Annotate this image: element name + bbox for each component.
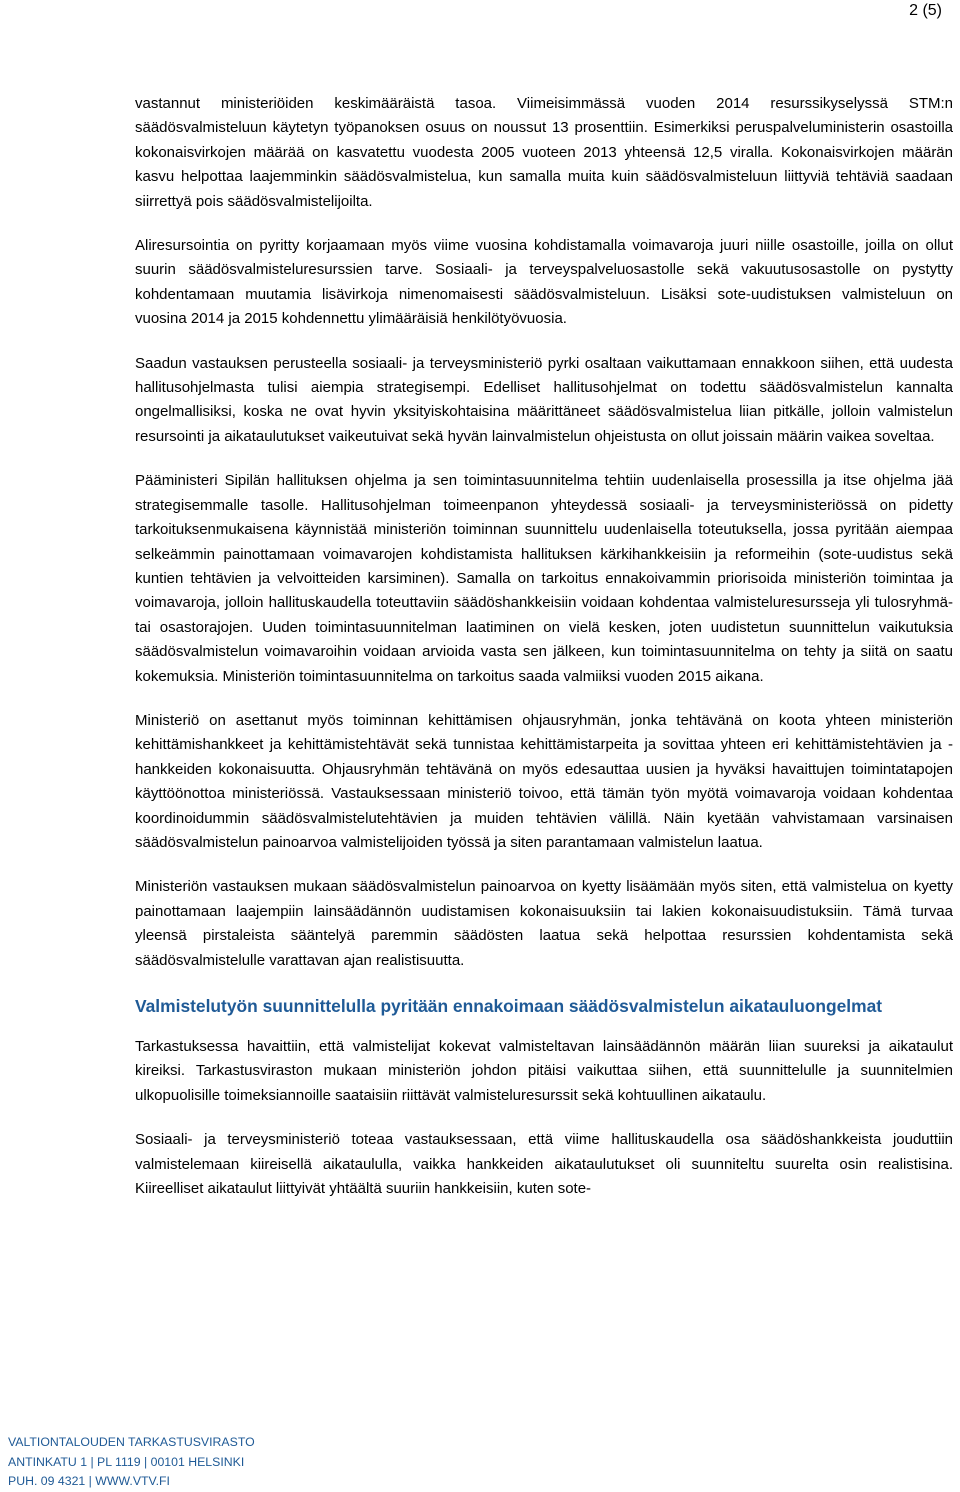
document-body xyxy=(135,92,953,1221)
footer-address: ANTINKATU 1 | PL 1119 | 00101 HELSINKI xyxy=(8,1454,245,1469)
paragraph: Ministeriö on asettanut myös toiminnan kehittämisen ohjausryhmän, jonka tehtävänä on koota yhteen ministeriön kehittämishankkeet ja kehittämistehtävät sekä tunnistaa kehittämistarpeita ja sovittaa yhteen eri kehittämistehtävien ja -hankkeiden kokonaisuutta. Ohjausryhmän tehtävänä on myös edesauttaa uusien ja hyväksi havaittujen toimintatapojen käyttöönottoa ministeriössä. Vastauksessaan ministeriö toivoo, että tämän työn myötä voimavaroja voidaan kohdentaa koordinoidummin säädösvalmistelutehtävien ja muiden tehtävien välillä. Näin kyetään vahvistamaan varsinaisen säädösvalmistelun painoarvoa valmistelijoiden työssä ja siten parantamaan valmistelun laatua. xyxy=(135,711,953,851)
footer-contact: PUH. 09 4321 | WWW.VTV.FI xyxy=(8,1474,170,1488)
paragraph: Tarkastuksessa havaittiin, että valmistelijat kokevat valmisteltavan lainsäädännön määrän liian suureksi ja aikataulut kireiksi. Tarkastusviraston mukaan ministeriön johdon pitäisi vaikuttaa siihen, että suunnittelulle ja suunnitelmien ulkopuolisille toimeksiannoille saataisiin riittävät valmisteluresurssit sekä kohtuullinen aikataulu. xyxy=(135,1038,953,1104)
paragraph: Sosiaali- ja terveysministeriö toteaa vastauksessaan, että viime hallituskaudella osa säädöshankkeista jouduttiin valmistelemaan kiireisellä aikataululla, vaikka hankkeiden aikataulutukset oli suunniteltu suurelta osin realistisina. Kiireelliset aikataulut liittyivät yhtäältä suuriin hankkeisiin, kuten sote- xyxy=(135,1131,953,1198)
paragraph: Aliresursointia on pyritty korjaamaan myös viime vuosina kohdistamalla voimavaroja juuri niille osastoille, joilla on ollut suurin säädösvalmisteluresurssien tarve. Sosiaali- ja terveyspalveluosastolle sekä vakuutusosastolle on pystytty kohdentamaan muutamia lisävirkoja nimenomaisesti säädösvalmisteluun. Lisäksi sote-uudistuksen valmisteluun on vuosina 2014 ja 2015 kohdennettu ylimääräisiä henkilötyövuosia. xyxy=(135,237,953,328)
footer-org: VALTIONTALOUDEN TARKASTUSVIRASTO xyxy=(8,1435,255,1449)
paragraph: Pääministeri Sipilän hallituksen ohjelma ja sen toimintasuunnitelma tehtiin uudenlaisella prosessilla ja itse ohjelma jää strategisemmalle tasolle. Hallitusohjelman toimeenpanon yhteydessä sosiaali- ja terveysministeriössä on pidetty tarkoituksenmukaisena käynnistää ministeriön toiminnan suunnittelu uudenlaisella toteutuksella, jossa pyritään aiempaa selkeämmin painottamaan voimavarojen kohdistamista hallituksen kärkihankkeisiin ja reformeihin (sote-uudistus sekä kuntien tehtävien ja velvoitteiden karsiminen). Samalla on tarkoitus ennakoivammin priorisoida ministeriön toimintaa ja voimavaroja, jolloin hallituskaudella toteuttaviin säädöshankkeisiin voidaan kohdentaa valmisteluresursseja yli tulosryhmä- tai osastorajojen. Uuden toimintasuunnitelman laatiminen on vielä kesken, joten uudistetun suunnittelun vaikutuksia säädösvalmistelun voimavaroihin voidaan arvioida vasta sen jälkeen, kun toimintasuunnitelma on tehty ja siitä on saatu kokemuksia. Ministeriön toimintasuunnitelma on tarkoitus saada valmiiksi vuoden 2015 aikana. xyxy=(135,472,953,685)
paragraph: vastannut ministeriöiden keskimääräistä tasoa. Viimeisimmässä vuoden 2014 resurssikyselyssä STM:n säädösvalmisteluun käytetyn työpanoksen osuus on noussut 13 prosenttiin. Esimerkiksi peruspalveluministerin osastoilla kokonaisvirkojen määrää on kasvatettu vuodesta 2005 vuoteen 2013 yhteensä 12,5 viralla. Kokonaisvirkojen määrän kasvu helpottaa laajemminkin säädösvalmistelua, kun samalla muita kuin säädösvalmisteluun liittyviä tehtäviä saadaan siirrettyä pois säädösvalmistelijoilta. xyxy=(135,95,953,210)
paragraph: Saadun vastauksen perusteella sosiaali- ja terveysministeriö pyrki osaltaan vaikuttamaan ennakkoon siihen, että uudesta hallitusohjelmasta tulisi aiempia strategisempi. Edelliset hallitusohjelmat on todettu säädösvalmistelun kannalta ongelmallisiksi, koska ne ovat hyvin yksityiskohtaisina määrittäneet säädösvalmistelua liian pitkälle, jolloin valmistelun resursointi ja aikataulutukset vaikeutuivat sekä hyvän lainvalmistelun ohjeistusta on ollut joissain määrin vaikea soveltaa. xyxy=(135,354,953,445)
footer xyxy=(8,1433,255,1492)
page-number: 2 (5) xyxy=(909,2,942,19)
section-heading: Valmistelutyön suunnittelulla pyritään ennakoimaan säädösvalmistelun aikatauluongelmat xyxy=(135,996,883,1016)
paragraph: Ministeriön vastauksen mukaan säädösvalmistelun painoarvoa on kyetty lisäämään myös siten, että valmistelua on kyetty painottamaan laajempiin lainsäädännön uudistamisen kokonaisuuksiin tai lakien kokonaisuudistuksiin. Tämä turvaa yleensä pirstaleista sääntelyä paremmin säädösten laatua sekä helpottaa resurssien kohdentamista sekä säädösvalmistelulle varattavan ajan realistisuutta. xyxy=(135,878,953,969)
